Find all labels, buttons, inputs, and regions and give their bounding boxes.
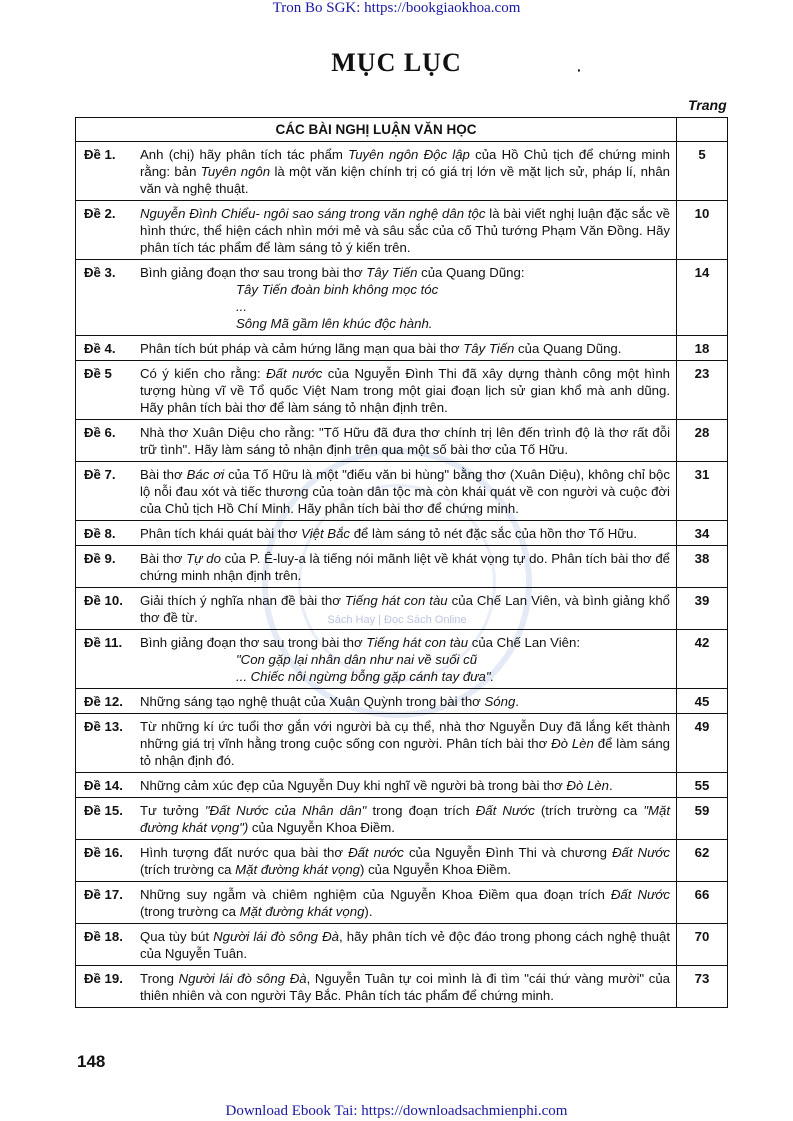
topic-text-segment: Phân tích bút pháp và cảm hứng lãng mạn qua bài thơ bbox=[140, 341, 464, 356]
topic-number: Đề 5 bbox=[76, 361, 135, 420]
page-ref: 18 bbox=[677, 336, 728, 361]
topic-text bbox=[134, 462, 677, 521]
topic-text-segment: ) của Nguyễn Khoa Điềm. bbox=[360, 862, 512, 877]
toc-row bbox=[76, 924, 728, 966]
topic-text bbox=[134, 260, 677, 336]
work-title: Tuyên ngôn Độc lập bbox=[348, 147, 470, 162]
topic-text bbox=[134, 773, 677, 798]
topic-number: Đề 1. bbox=[76, 142, 135, 201]
topic-text-segment: (trong trường ca bbox=[140, 904, 240, 919]
verse-line: Sông Mã gầm lên khúc độc hành. bbox=[236, 316, 433, 331]
topic-text-segment: của P. Ê-luy-a là tiếng nói mãnh liệt về khát vọng tự do. Phân tích bài thơ để chứng minh nhận định trên. bbox=[140, 551, 670, 583]
topic-text-segment: ). bbox=[364, 904, 373, 919]
work-title: Việt Bắc bbox=[301, 526, 351, 541]
topic-text bbox=[134, 142, 677, 201]
stray-dot: · bbox=[577, 62, 582, 78]
topic-text-segment: của Chế Lan Viên, và bình giảng khổ thơ đề từ. bbox=[140, 593, 670, 625]
topic-number: Đề 19. bbox=[76, 966, 135, 1008]
toc-row bbox=[76, 882, 728, 924]
work-title: Mặt đường khát vọng bbox=[235, 862, 361, 877]
topic-text bbox=[134, 630, 677, 689]
work-title: Người lái đò sông Đà bbox=[178, 971, 307, 986]
verse-line: ... bbox=[236, 299, 247, 314]
toc-row bbox=[76, 462, 728, 521]
toc-row bbox=[76, 521, 728, 546]
topic-number: Đề 4. bbox=[76, 336, 135, 361]
work-title: "Đất Nước của Nhân dân" bbox=[204, 803, 367, 818]
topic-text-segment: của Nguyễn Khoa Điềm. bbox=[248, 820, 395, 835]
topic-text bbox=[134, 521, 677, 546]
toc-row bbox=[76, 773, 728, 798]
topic-text-segment: để làm sáng tỏ nhận định đó. bbox=[140, 736, 671, 768]
work-title: Nguyễn Đình Chiểu- ngôi sao sáng trong văn nghệ dân tộc bbox=[140, 206, 486, 221]
topic-number: Đề 3. bbox=[76, 260, 135, 336]
topic-text-segment: của Quang Dũng. bbox=[514, 341, 622, 356]
topic-text-segment: Những sáng tạo nghệ thuật của Xuân Quỳnh trong bài thơ bbox=[140, 694, 485, 709]
topic-text bbox=[134, 798, 677, 840]
topic-text-segment: là bài viết nghị luận đặc sắc về hình thức, thể hiện cách nhìn mới mẻ và sâu sắc của cố Thủ tướng Phạm Văn Đồng. Hãy phân tích tác phẩm để làm sáng tỏ ý kiến trên. bbox=[140, 206, 671, 255]
work-title: Đất Nước bbox=[610, 887, 670, 902]
page-ref: 28 bbox=[677, 420, 728, 462]
verse-line: "Con gặp lại nhân dân như nai về suối cũ bbox=[236, 652, 478, 667]
topic-number: Đề 17. bbox=[76, 882, 135, 924]
verse-line: ... Chiếc nôi ngừng bỗng gặp cánh tay đưa". bbox=[236, 669, 495, 684]
work-title: Đất Nước bbox=[611, 845, 670, 860]
topic-number: Đề 12. bbox=[76, 689, 135, 714]
topic-text-segment: là một văn kiện chính trị có giá trị lớn về mặt lịch sử, pháp lí, nhân văn và nghệ thuật. bbox=[140, 164, 670, 196]
page-ref: 34 bbox=[677, 521, 728, 546]
topic-text bbox=[134, 336, 677, 361]
page-ref: 31 bbox=[677, 462, 728, 521]
toc-row bbox=[76, 840, 728, 882]
toc-row bbox=[76, 630, 728, 689]
topic-text-segment: để làm sáng tỏ nét đặc sắc của hồn thơ Tố Hữu. bbox=[350, 526, 638, 541]
section-header: CÁC BÀI NGHỊ LUẬN VĂN HỌC bbox=[76, 118, 677, 142]
page-ref: 38 bbox=[677, 546, 728, 588]
topic-text bbox=[134, 840, 677, 882]
page-ref: 5 bbox=[677, 142, 728, 201]
topic-text bbox=[134, 588, 677, 630]
work-title: Mặt đường khát vọng bbox=[239, 904, 365, 919]
topic-number: Đề 14. bbox=[76, 773, 135, 798]
topic-text-segment: Tư tưởng bbox=[140, 803, 205, 818]
topic-text-segment: Bình giảng đoạn thơ sau trong bài thơ bbox=[140, 635, 367, 650]
topic-text bbox=[134, 966, 677, 1008]
page-ref: 59 bbox=[677, 798, 728, 840]
topic-text-segment: Có ý kiến cho rằng: bbox=[140, 366, 267, 381]
topic-text bbox=[134, 420, 677, 462]
topic-text-segment: Nhà thơ Xuân Diệu cho rằng: "Tố Hữu đã đưa thơ chính trị lên đến trình độ là thơ rất đỗi trữ tình". Hãy làm sáng tỏ nhận định trên qua một số bài thơ của Tố Hữu. bbox=[140, 425, 670, 457]
work-title: "Mặt đường khát vọng") bbox=[140, 803, 670, 835]
topic-text-segment: trong đoạn trích bbox=[366, 803, 476, 818]
topic-number: Đề 6. bbox=[76, 420, 135, 462]
topic-text bbox=[134, 882, 677, 924]
topic-number: Đề 10. bbox=[76, 588, 135, 630]
page-ref: 66 bbox=[677, 882, 728, 924]
section-header-row bbox=[76, 118, 728, 142]
topic-text-segment: Giải thích ý nghĩa nhan đề bài thơ bbox=[140, 593, 345, 608]
work-title: Tây Tiến bbox=[366, 265, 418, 280]
toc-row bbox=[76, 336, 728, 361]
toc-row bbox=[76, 689, 728, 714]
verse-line: Tây Tiến đoàn binh không mọc tóc bbox=[236, 282, 439, 297]
topic-number: Đề 16. bbox=[76, 840, 135, 882]
toc-row bbox=[76, 420, 728, 462]
page-ref: 62 bbox=[677, 840, 728, 882]
topic-text-segment: Bài thơ bbox=[140, 551, 187, 566]
page-number: 148 bbox=[77, 1052, 106, 1071]
toc-row bbox=[76, 260, 728, 336]
topic-text-segment: của Quang Dũng: bbox=[417, 265, 525, 280]
topic-text-segment: Qua tùy bút bbox=[140, 929, 214, 944]
footer-download-link[interactable]: Download Ebook Tai: https://downloadsachmienphi.com bbox=[225, 1103, 568, 1119]
header-source-link[interactable]: Tron Bo SGK: https://bookgiaokhoa.com bbox=[272, 0, 521, 16]
topic-text-segment: của Nguyễn Đình Thi đã xây dựng thành công một hình tượng hùng vĩ về Tổ quốc Việt Nam trong một giai đoạn lịch sử gian khổ mà anh dũng. Hãy phân tích bài thơ để làm sáng tỏ nhận định trên. bbox=[140, 366, 670, 415]
page-ref: 39 bbox=[677, 588, 728, 630]
topic-text-segment: Anh (chị) hãy phân tích tác phẩm bbox=[140, 147, 349, 162]
topic-number: Đề 9. bbox=[76, 546, 135, 588]
topic-text-segment: Bài thơ bbox=[140, 467, 187, 482]
topic-text-segment: Trong bbox=[140, 971, 179, 986]
topic-text-segment: . bbox=[608, 778, 613, 793]
topic-number: Đề 13. bbox=[76, 714, 135, 773]
topic-text-segment: của Nguyễn Đình Thi và chương bbox=[403, 845, 612, 860]
topic-text-segment: , hãy phân tích vẻ độc đáo trong phong cách nghệ thuật của Nguyễn Tuân. bbox=[140, 929, 670, 961]
toc-row bbox=[76, 201, 728, 260]
page-ref: 23 bbox=[677, 361, 728, 420]
work-title: Tự do bbox=[186, 551, 221, 566]
topic-text-segment: . bbox=[515, 694, 519, 709]
topic-text-segment: của Hồ Chủ tịch để chứng minh rằng: bản bbox=[140, 147, 670, 179]
page-ref: 49 bbox=[677, 714, 728, 773]
work-title: Đất nước bbox=[266, 366, 323, 381]
topic-text bbox=[134, 361, 677, 420]
page-ref: 70 bbox=[677, 924, 728, 966]
toc-row bbox=[76, 588, 728, 630]
topic-text-segment: (trích trường ca bbox=[534, 803, 644, 818]
page-ref: 45 bbox=[677, 689, 728, 714]
topic-text-segment: Từ những kí ức tuổi thơ gắn với người bà cụ thể, nhà thơ Nguyễn Duy đã lắng kết thành những giá trị vĩnh hằng trong cuộc sống con người. Phân tích bài thơ bbox=[140, 719, 670, 751]
page-ref: 10 bbox=[677, 201, 728, 260]
page-ref: 55 bbox=[677, 773, 728, 798]
work-title: Bác ơi bbox=[186, 467, 225, 482]
topic-text bbox=[134, 546, 677, 588]
topic-text-segment: , Nguyễn Tuân tự coi mình là đi tìm "cái thứ vàng mười" của thiên nhiên và con người Tây Bắc. Phân tích tác phẩm để chứng minh. bbox=[140, 971, 671, 1003]
topic-text bbox=[134, 689, 677, 714]
page-title: MỤC LỤC bbox=[331, 48, 462, 77]
page-ref: 14 bbox=[677, 260, 728, 336]
toc-row bbox=[76, 714, 728, 773]
section-header-page-cell bbox=[677, 118, 728, 142]
page-column-label: Trang bbox=[688, 97, 727, 113]
toc-body bbox=[76, 142, 728, 1008]
work-title: Đất nước bbox=[348, 845, 404, 860]
topic-text-segment: Những suy ngẫm và chiêm nghiệm của Nguyễn Khoa Điềm qua đoạn trích bbox=[140, 887, 611, 902]
topic-text-segment: Phân tích khái quát bài thơ bbox=[140, 526, 302, 541]
topic-text bbox=[134, 924, 677, 966]
work-title: Đất Nước bbox=[475, 803, 535, 818]
work-title: Đò Lèn bbox=[566, 778, 609, 793]
topic-text bbox=[134, 714, 677, 773]
toc-row bbox=[76, 966, 728, 1008]
topic-text-segment: (trích trường ca bbox=[140, 862, 236, 877]
toc-row bbox=[76, 142, 728, 201]
work-title: Tiếng hát con tàu bbox=[366, 635, 469, 650]
work-title: Tuyên ngôn bbox=[200, 164, 271, 179]
topic-text-segment: của Chế Lan Viên: bbox=[468, 635, 580, 650]
table-of-contents bbox=[75, 117, 728, 1008]
topic-text-segment: Những cảm xúc đẹp của Nguyễn Duy khi nghĩ về người bà trong bài thơ bbox=[140, 778, 567, 793]
topic-text-segment: Bình giảng đoạn thơ sau trong bài thơ bbox=[140, 265, 367, 280]
work-title: Tiếng hát con tàu bbox=[344, 593, 448, 608]
page-ref: 42 bbox=[677, 630, 728, 689]
work-title: Sóng bbox=[484, 694, 516, 709]
work-title: Người lái đò sông Đà bbox=[213, 929, 339, 944]
topic-number: Đề 18. bbox=[76, 924, 135, 966]
watermark-text: Sách Hay | Đọc Sách Online bbox=[327, 614, 467, 626]
topic-number: Đề 2. bbox=[76, 201, 135, 260]
topic-number: Đề 8. bbox=[76, 521, 135, 546]
topic-number: Đề 7. bbox=[76, 462, 135, 521]
toc-row bbox=[76, 361, 728, 420]
topic-text-segment: Hình tượng đất nước qua bài thơ bbox=[140, 845, 349, 860]
toc-row bbox=[76, 546, 728, 588]
topic-number: Đề 11. bbox=[76, 630, 135, 689]
toc-row bbox=[76, 798, 728, 840]
work-title: Tây Tiến bbox=[463, 341, 515, 356]
topic-text-segment: của Tố Hữu là một "điếu văn bi hùng" bằng thơ (Xuân Diệu), không chỉ bộc lộ nỗi đau xót và tiếc thương của toàn dân tộc mà còn khái quát về con người và cuộc đời của Chủ tịch Hồ Chí Minh. Hãy phân tích bài thơ để chứng minh. bbox=[140, 467, 670, 516]
page-ref: 73 bbox=[677, 966, 728, 1008]
topic-text bbox=[134, 201, 677, 260]
topic-number: Đề 15. bbox=[76, 798, 135, 840]
work-title: Đò Lèn bbox=[551, 736, 594, 751]
